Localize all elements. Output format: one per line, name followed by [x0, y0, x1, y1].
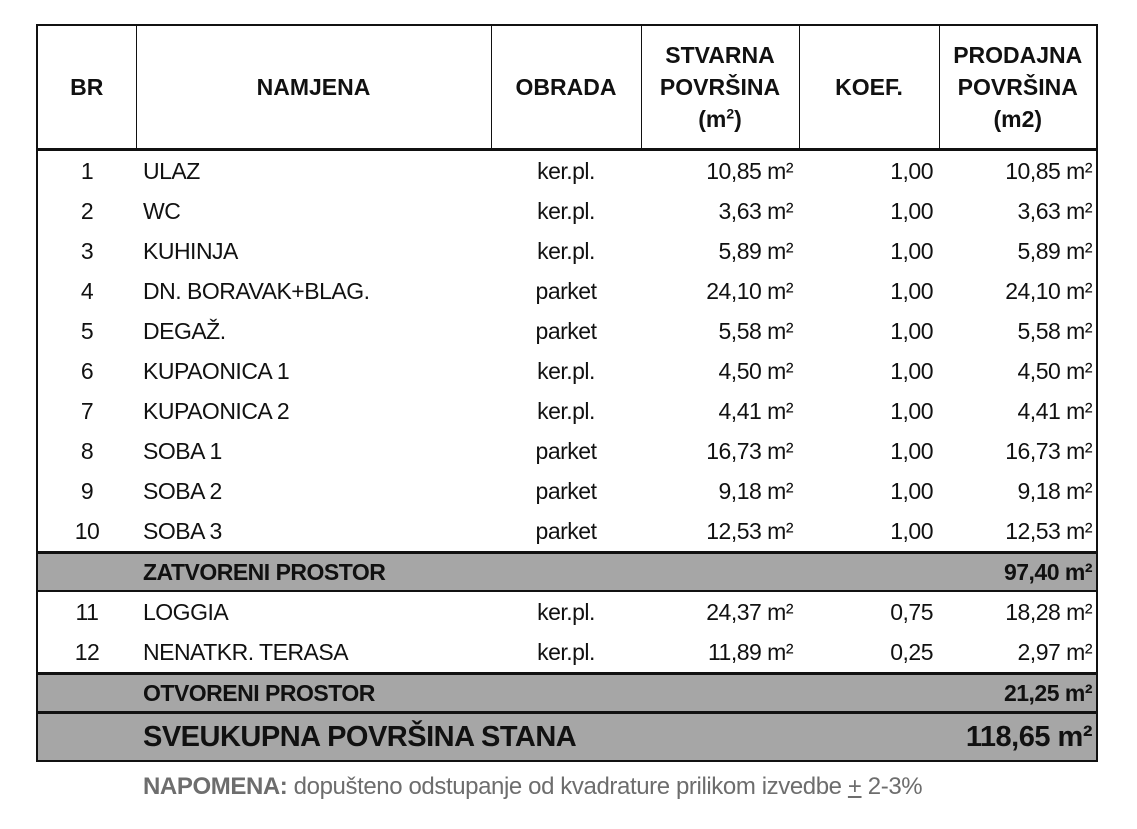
header-stvarna-povrsina: [641, 25, 799, 150]
cell-koef: 1,00: [890, 157, 933, 184]
cell-obrada: parket: [535, 437, 597, 464]
header-br: BR: [37, 25, 136, 150]
cell-stvarna: 3,63 m²: [718, 197, 793, 224]
table-row: [37, 391, 1097, 431]
cell-prodajna: 24,10 m²: [1005, 277, 1092, 304]
cell-stvarna: 24,37 m²: [706, 598, 793, 625]
open-subtotal-value: 21,25 m²: [939, 674, 1097, 713]
note-range: 2-3%: [861, 773, 923, 800]
note-text: dopušteno odstupanje od kvadrature prilikom izvedbe: [287, 773, 848, 800]
cell-koef: 1,00: [890, 237, 933, 264]
cell-stvarna: 4,41 m²: [718, 397, 793, 424]
header-stvarna-line1: STVARNA: [665, 42, 775, 68]
header-stvarna-unit-open: (m: [698, 106, 727, 132]
table-row: [37, 271, 1097, 311]
table-row: [37, 431, 1097, 471]
cell-prodajna: 18,28 m²: [1005, 598, 1092, 625]
cell-namjena: NENATKR. TERASA: [143, 638, 349, 665]
cell-namjena: SOBA 3: [143, 517, 222, 544]
cell-br: 7: [80, 397, 94, 424]
cell-prodajna: 12,53 m²: [1005, 517, 1092, 544]
cell-koef: 1,00: [890, 477, 933, 504]
cell-koef: 0,25: [890, 638, 933, 665]
cell-koef: 1,00: [890, 197, 933, 224]
table-row: [37, 150, 1097, 192]
cell-obrada: parket: [535, 517, 597, 544]
cell-br: 5: [80, 317, 94, 344]
open-subtotal-label: OTVORENI PROSTOR: [136, 674, 939, 713]
cell-namjena: DEGAŽ.: [143, 317, 226, 344]
table-row: [37, 191, 1097, 231]
cell-br: 12: [74, 638, 100, 665]
cell-prodajna: 5,58 m²: [1017, 317, 1092, 344]
cell-namjena: KUPAONICA 1: [143, 357, 290, 384]
closed-subtotal-row: [37, 553, 1097, 592]
total-empty-cell: [37, 713, 136, 762]
cell-stvarna: 24,10 m²: [706, 277, 793, 304]
cell-obrada: ker.pl.: [537, 638, 595, 665]
table-header: [37, 25, 1097, 150]
cell-br: 1: [80, 157, 94, 184]
grand-total-row: [37, 713, 1097, 762]
cell-koef: 1,00: [890, 517, 933, 544]
cell-br: 4: [80, 277, 94, 304]
cell-prodajna: 4,41 m²: [1017, 397, 1092, 424]
table-row: [37, 591, 1097, 632]
cell-prodajna: 2,97 m²: [1017, 638, 1092, 665]
subtotal-empty-cell: [37, 674, 136, 713]
note-line: [143, 773, 922, 801]
cell-prodajna: 4,50 m²: [1017, 357, 1092, 384]
header-stvarna-unit-sup: 2: [726, 105, 735, 122]
table-row: [37, 351, 1097, 391]
cell-stvarna: 12,53 m²: [706, 517, 793, 544]
cell-namjena: SOBA 1: [143, 437, 222, 464]
cell-prodajna: 10,85 m²: [1005, 157, 1092, 184]
header-prodajna-line1: PRODAJNA: [953, 42, 1083, 68]
grand-total-value: 118,65 m²: [939, 713, 1097, 762]
cell-obrada: ker.pl.: [537, 157, 595, 184]
cell-koef: 1,00: [890, 357, 933, 384]
cell-koef: 0,75: [890, 598, 933, 625]
table-row: [37, 231, 1097, 271]
note-label: NAPOMENA:: [143, 773, 288, 800]
cell-stvarna: 9,18 m²: [718, 477, 793, 504]
header-koef: KOEF.: [799, 25, 939, 150]
cell-stvarna: 16,73 m²: [706, 437, 793, 464]
closed-subtotal-label: ZATVORENI PROSTOR: [136, 553, 939, 592]
cell-namjena: LOGGIA: [143, 598, 229, 625]
cell-namjena: KUPAONICA 2: [143, 397, 290, 424]
cell-obrada: ker.pl.: [537, 237, 595, 264]
cell-namjena: ULAZ: [143, 157, 200, 184]
cell-prodajna: 3,63 m²: [1017, 197, 1092, 224]
cell-koef: 1,00: [890, 437, 933, 464]
table-row: [37, 311, 1097, 351]
cell-prodajna: 16,73 m²: [1005, 437, 1092, 464]
cell-br: 10: [74, 517, 100, 544]
header-obrada: OBRADA: [491, 25, 641, 150]
cell-namjena: KUHINJA: [143, 237, 238, 264]
cell-stvarna: 11,89 m²: [707, 638, 793, 665]
cell-namjena: WC: [143, 197, 181, 224]
cell-stvarna: 4,50 m²: [718, 357, 793, 384]
cell-stvarna: 5,89 m²: [718, 237, 793, 264]
grand-total-label: SVEUKUPNA POVRŠINA STANA: [136, 713, 939, 762]
cell-obrada: ker.pl.: [537, 357, 595, 384]
header-prodajna-povrsina: [939, 25, 1097, 150]
header-prodajna-unit: (m2): [993, 106, 1043, 132]
cell-prodajna: 9,18 m²: [1017, 477, 1092, 504]
cell-br: 6: [80, 357, 94, 384]
area-sheet: [36, 24, 1096, 762]
cell-br: 3: [80, 237, 94, 264]
table-row: [37, 511, 1097, 553]
cell-prodajna: 5,89 m²: [1017, 237, 1092, 264]
open-subtotal-row: [37, 674, 1097, 713]
cell-obrada: parket: [535, 477, 597, 504]
cell-obrada: parket: [535, 277, 597, 304]
cell-obrada: ker.pl.: [537, 598, 595, 625]
closed-subtotal-value: 97,40 m²: [939, 553, 1097, 592]
table-row: [37, 632, 1097, 674]
table-body: [37, 150, 1097, 762]
note-plusminus: +: [847, 773, 862, 800]
cell-stvarna: 10,85 m²: [706, 157, 793, 184]
header-prodajna-line2: POVRŠINA: [957, 74, 1078, 100]
subtotal-empty-cell: [37, 553, 136, 592]
cell-koef: 1,00: [890, 317, 933, 344]
header-stvarna-unit-close: ): [734, 106, 742, 132]
cell-koef: 1,00: [890, 397, 933, 424]
cell-br: 8: [80, 437, 94, 464]
cell-obrada: ker.pl.: [537, 397, 595, 424]
cell-obrada: parket: [535, 317, 597, 344]
cell-namjena: DN. BORAVAK+BLAG.: [143, 277, 370, 304]
cell-obrada: ker.pl.: [537, 197, 595, 224]
cell-stvarna: 5,58 m²: [718, 317, 793, 344]
cell-br: 2: [80, 197, 94, 224]
cell-br: 9: [80, 477, 94, 504]
table-row: [37, 471, 1097, 511]
header-namjena: NAMJENA: [136, 25, 491, 150]
cell-koef: 1,00: [890, 277, 933, 304]
area-table: [36, 24, 1098, 762]
cell-namjena: SOBA 2: [143, 477, 222, 504]
header-stvarna-line2: POVRŠINA: [659, 74, 781, 100]
cell-br: 11: [75, 598, 99, 625]
